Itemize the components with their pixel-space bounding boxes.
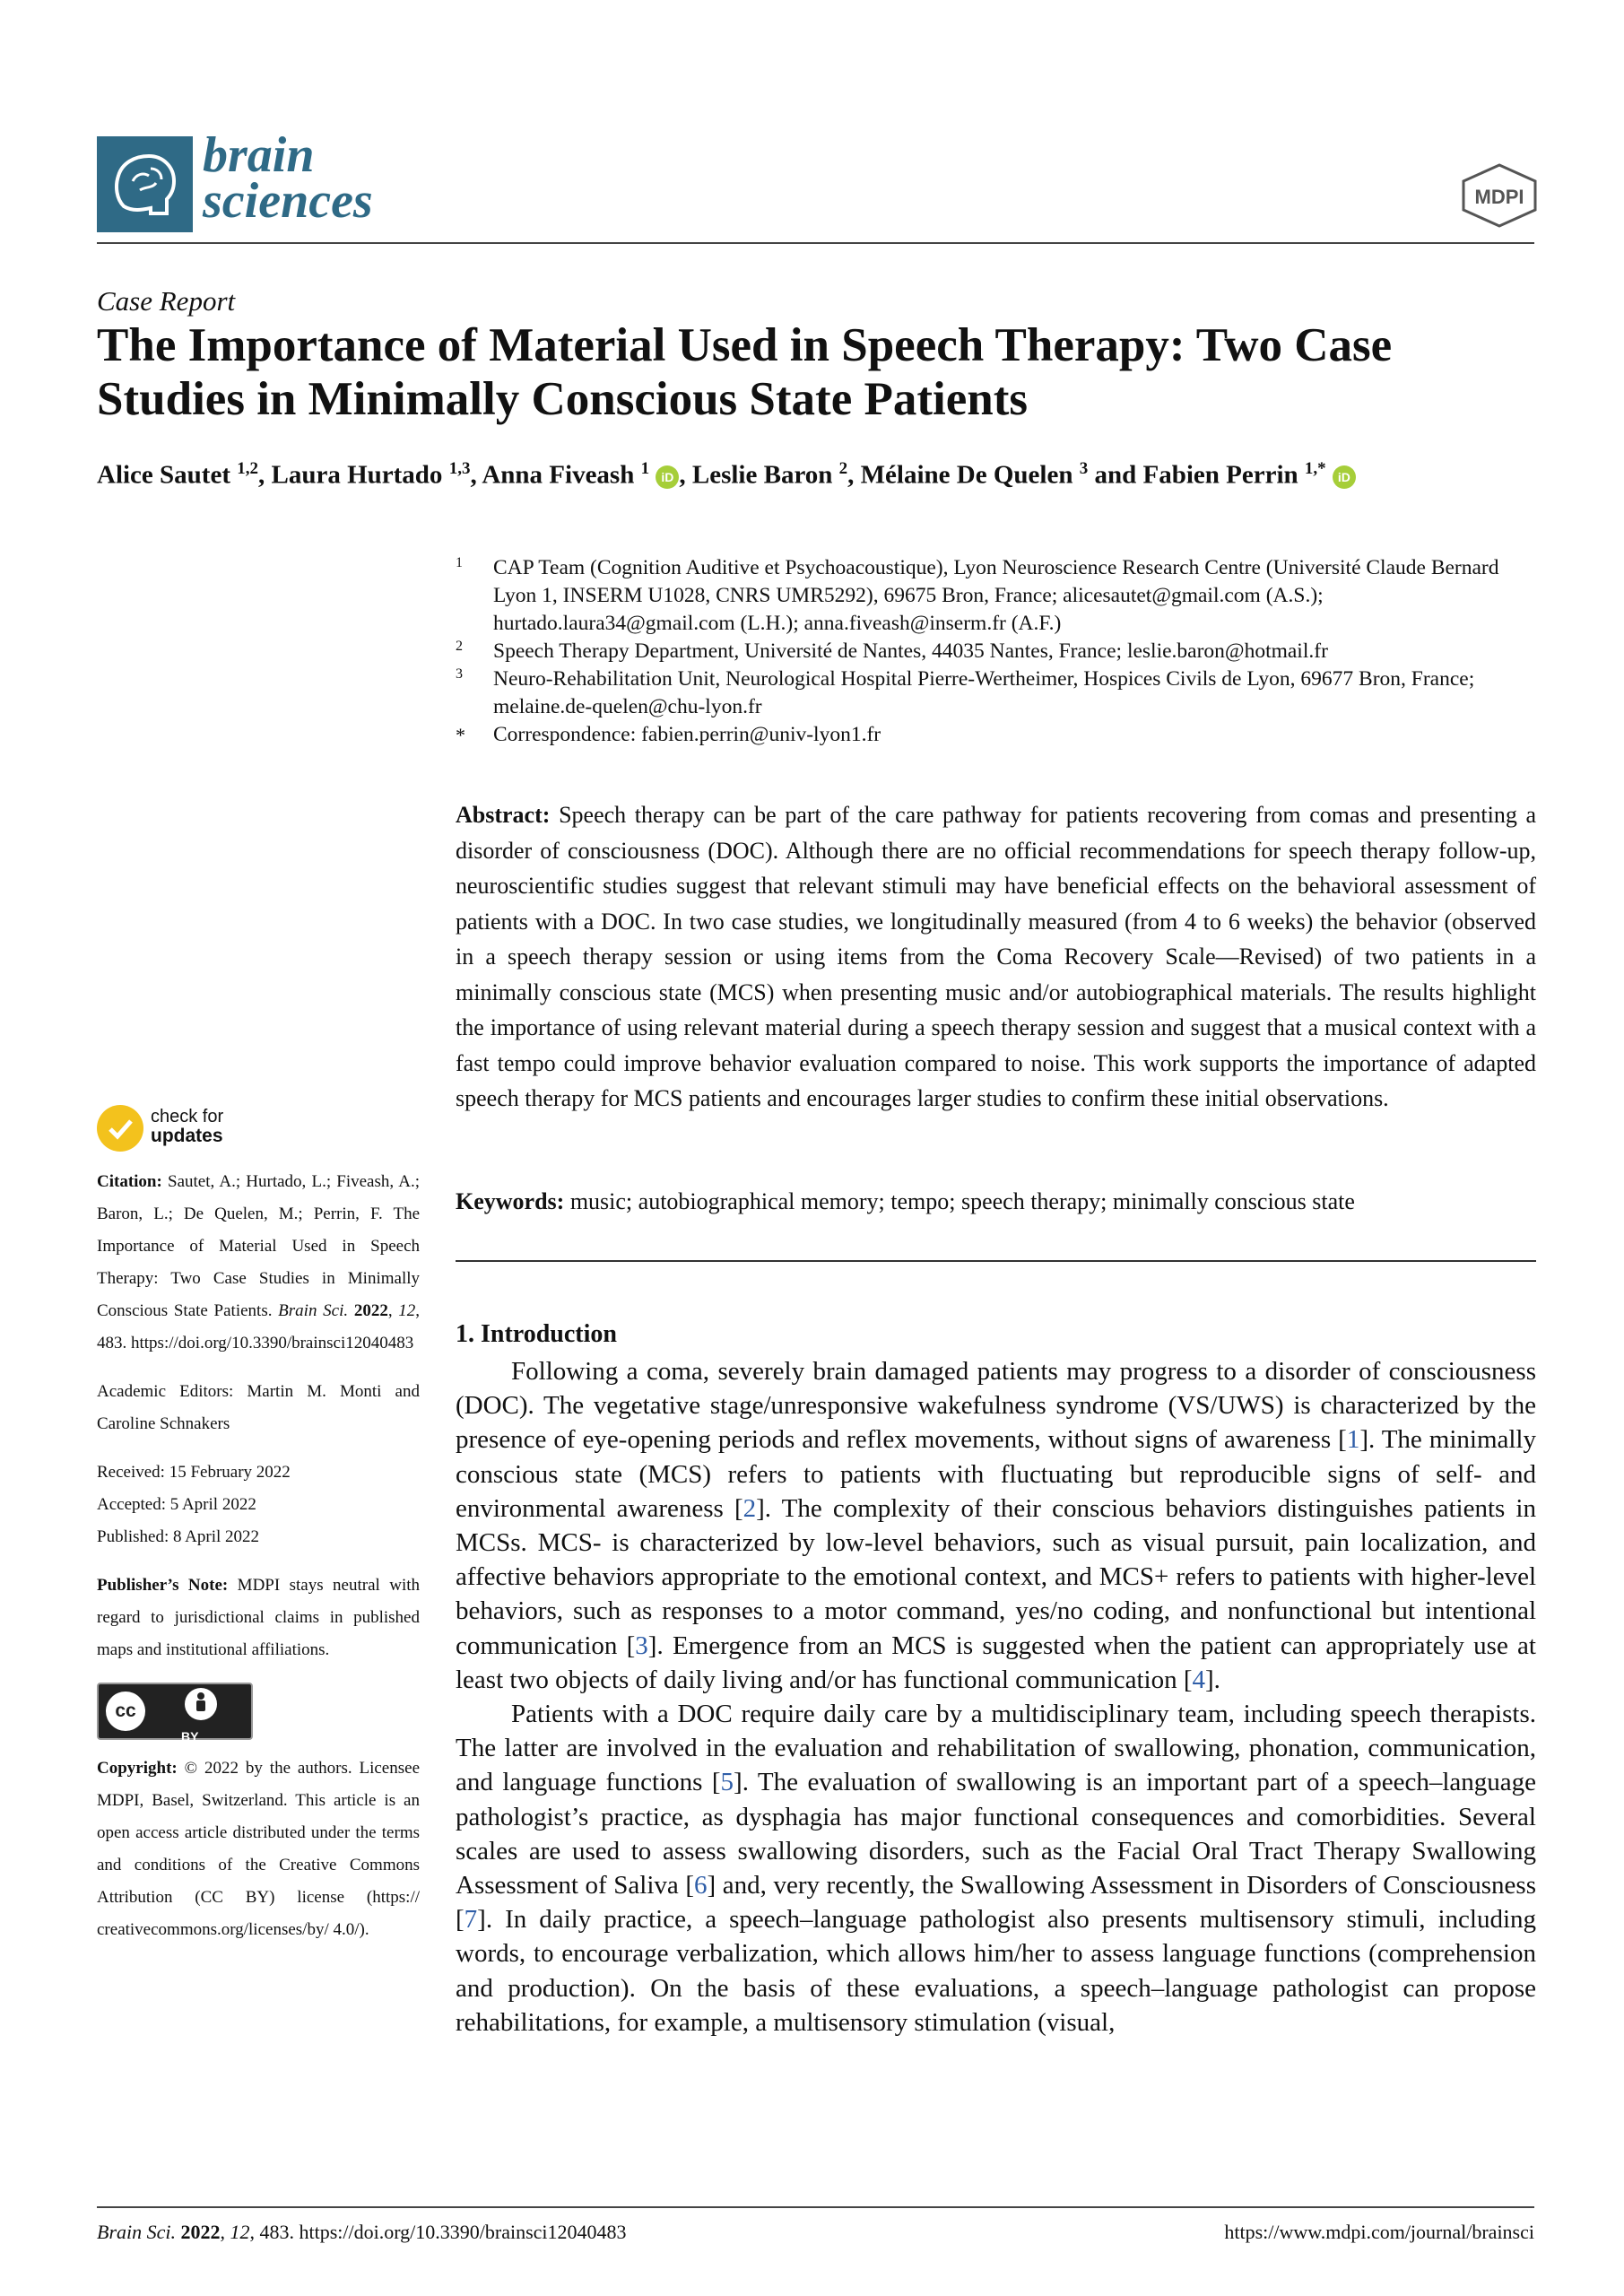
author-affiliation-mark: 2 [838, 459, 848, 478]
affiliations [456, 554, 1532, 749]
publisher-note [97, 1570, 420, 1666]
copyright-label: Copyright: [97, 1759, 178, 1778]
check-line2: updates [151, 1126, 223, 1146]
footer-citation: Brain Sci. 2022, 12, 483. https://doi.org/10.3390/brainsci12040483 [97, 2221, 627, 2243]
affiliation-number: 2 [456, 639, 463, 654]
citation-ref-link[interactable]: 1 [1346, 1425, 1360, 1455]
text-run: ]. The complexity of their conscious behaviors distinguishes patients in MCSs. MCS- is characterized by low-level behaviors, such as visual pursuit, pain localization, and affective behaviors appropriate to the emotional context, and MCS+ refers to patients with higher-level behaviors, such as responses to a motor command, yes/no coding, and nonfunctional but intentional communication [ [456, 1493, 1536, 1660]
mdpi-logo-icon [1460, 163, 1539, 228]
orcid-icon[interactable]: iD [1333, 465, 1356, 489]
affiliation-number: 1 [456, 555, 463, 570]
citation-ref-link[interactable]: 7 [464, 1905, 478, 1935]
author-affiliation-mark: 1,* [1304, 459, 1326, 478]
citation-year: 2022 [353, 1301, 388, 1320]
correspondence-text: Correspondence: fabien.perrin@univ-lyon1.fr [493, 723, 881, 746]
author-affiliation-mark: 1,3 [448, 459, 471, 478]
author-name: Leslie Baron [691, 460, 833, 490]
keywords [456, 1188, 1536, 1215]
check-for-updates-label [151, 1107, 223, 1146]
footer-doi-link[interactable]: , 483. https://doi.org/10.3390/brainsci12040483 [249, 2221, 627, 2243]
citation-volume: 12 [398, 1301, 416, 1320]
paragraph [456, 1354, 1536, 1697]
footer-volume: 12 [230, 2221, 250, 2243]
article-type: Case Report [97, 285, 236, 317]
footer-journal: Brain Sci. [97, 2221, 176, 2243]
author-name: Alice Sautet [97, 460, 230, 490]
author-affiliation-mark: 3 [1079, 459, 1089, 478]
journal-name-line2: sciences [203, 173, 373, 229]
mdpi-logo-text: MDPI [1474, 186, 1524, 208]
citation-ref-link[interactable]: 6 [694, 1871, 708, 1900]
affiliation-item [456, 554, 1532, 638]
text-run: ] and, very recently, the Swallowing Assessment in Disorders of Consciousness [ [456, 1871, 1536, 1935]
footer-year: 2022 [180, 2221, 221, 2243]
correspondence-mark: * [456, 724, 465, 746]
text-run: Patients with a DOC require daily care by a multidisciplinary team, including speech therapists. The latter are involved in the evaluation and rehabilitation of swallowing, phonation, communication, and language functions [ [456, 1700, 1536, 1797]
cc-by-license-icon[interactable] [97, 1683, 253, 1744]
author-name: Fabien Perrin [1142, 460, 1298, 490]
published-date: Published: 8 April 2022 [97, 1527, 260, 1546]
header-rule [97, 242, 1534, 244]
article-title: The Importance of Material Used in Speech Therapy: Two Case Studies in Minimally Conscious State Patients [97, 319, 1393, 425]
abstract [456, 797, 1536, 1117]
citation-text: Sautet, A.; Hurtado, L.; Fiveash, A.; Baron, L.; De Quelen, M.; Perrin, F. The Importance of Material Used in Speech Therapy: Two Case Studies in Minimally Conscious State Patients. [97, 1172, 420, 1320]
orcid-icon[interactable]: iD [656, 465, 679, 489]
abstract-divider [456, 1260, 1536, 1262]
paragraph [456, 1697, 1536, 2039]
copyright-text: © 2022 by the authors. Licensee MDPI, Basel, Switzerland. This article is an open access article distributed under the terms and conditions of the Creative Commons Attribution (CC BY) license (https:// creativecommons.org/licenses/by/ 4.0/). [97, 1759, 421, 1939]
keywords-text: music; autobiographical memory; tempo; speech therapy; minimally conscious state [569, 1188, 1355, 1214]
text-run: Following a coma, severely brain damaged patients may progress to a disorder of consciousness (DOC). The vegetative stage/unresponsive wakefulness syndrome (VS/UWS) is characterized by the presence of eye-opening periods and reflex movements, without signs of awareness [ [456, 1357, 1536, 1455]
affiliation-text: Neuro-Rehabilitation Unit, Neurological Hospital Pierre-Wertheimer, Hospices Civils de Lyon, 69677 Bron, France; melaine.de-quelen@chu-lyon.fr [493, 667, 1475, 718]
citation-ref-link[interactable]: 2 [743, 1493, 757, 1523]
citation-label: Citation: [97, 1172, 162, 1191]
footer-journal-url[interactable]: https://www.mdpi.com/journal/brainsci [1224, 2221, 1534, 2243]
correspondence-item [456, 721, 1532, 749]
check-for-updates-button[interactable] [97, 1105, 294, 1159]
check-line1: check for [151, 1107, 224, 1126]
affiliation-item [456, 638, 1532, 665]
journal-name-line1: brain [203, 127, 315, 183]
affiliation-text: CAP Team (Cognition Auditive et Psychoacoustique), Lyon Neuroscience Research Centre (Université Claude Bernard Lyon 1, INSERM U1028, CNRS UMR5292), 69675 Bron, France; alicesautet@gmail.com (A.S.); hurtado.laura34@gmail.com (L.H.); anna.fiveash@inserm.fr (A.F.) [493, 556, 1499, 635]
body-text [456, 1354, 1536, 2039]
abstract-label: Abstract: [456, 802, 551, 828]
journal-logo-icon [97, 136, 193, 232]
citation-doi-link[interactable]: , 483. https://doi.org/10.3390/brainsci12040483 [97, 1301, 421, 1352]
publisher-note-label: Publisher’s Note: [97, 1576, 229, 1595]
text-run: ]. Emergence from an MCS is suggested when the patient can appropriately use at least two objects of daily living and/or has functional communication [ [456, 1631, 1536, 1694]
affiliation-text: Speech Therapy Department, Université de Nantes, 44035 Nantes, France; leslie.baron@hotmail.fr [493, 639, 1328, 663]
academic-editors: Academic Editors: Martin M. Monti and Caroline Schnakers [97, 1382, 420, 1433]
text-run: ]. In daily practice, a speech–language pathologist also presents multisensory stimuli, including words, to encourage verbalization, which allows him/her to assess language functions (comprehension and production). On the basis of these evaluations, a speech–language pathologist can propose rehabilitations, for example, a multisensory stimulation (visual, [456, 1905, 1536, 2037]
citation-ref-link[interactable]: 4 [1192, 1665, 1205, 1694]
cc-by-label: BY [181, 1729, 199, 1744]
author-affiliation-mark: 1,2 [237, 459, 258, 478]
author-affiliation-mark: 1 [640, 459, 650, 478]
journal-name [203, 127, 373, 229]
citation-ref-link[interactable]: 5 [720, 1768, 734, 1797]
received-date: Received: 15 February 2022 [97, 1463, 291, 1482]
affiliation-number: 3 [456, 666, 463, 682]
publisher-note-text: MDPI stays neutral with regard to jurisdictional claims in published maps and institutional affiliations. [97, 1576, 421, 1659]
affiliation-item [456, 665, 1532, 721]
author-name: Laura Hurtado [271, 460, 443, 490]
sidebar [97, 1166, 420, 1962]
text-run: ]. [1204, 1665, 1220, 1694]
footer-rule [97, 2206, 1534, 2208]
text-run: ]. The minimally conscious state (MCS) refers to patients with fluctuating but reproducible signs of self- and environmental awareness [ [456, 1425, 1536, 1523]
copyright [97, 1752, 420, 1946]
author-name: Mélaine De Quelen [860, 460, 1073, 490]
abstract-text: Speech therapy can be part of the care pathway for patients recovering from comas and presenting a disorder of consciousness (DOC). Although there are no official recommendations for speech therapy follow-up, neuroscientific studies suggest that relevant stimuli may have beneficial effects on the behavioral assessment of patients with a DOC. In two case studies, we longitudinally measured (from 4 to 6 weeks) the behavior (observed in a speech therapy session or using items from the Coma Recovery Scale—Revised) of two patients in a minimally conscious state (MCS) when presenting music and/or autobiographical materials. The results highlight the importance of using relevant material during a speech therapy session and suggest that a musical context with a fast tempo could improve behavior evaluation compared to noise. This work supports the importance of adapted speech therapy for MCS patients and encourages larger studies to confirm these initial observations. [456, 802, 1537, 1111]
accepted-date: Accepted: 5 April 2022 [97, 1495, 256, 1514]
text-run: ]. The evaluation of swallowing is an important part of a speech–language pathologist’s practice, as dysphagia has major functional consequences and comorbidities. Several scales are used to assess swallowing disorders, such as the Facial Oral Tract Therapy Swallowing Assessment of Saliva [ [456, 1768, 1536, 1900]
author-name: Anna Fiveash [482, 460, 635, 490]
cc-icon: cc [106, 1692, 145, 1731]
keywords-label: Keywords: [456, 1188, 565, 1214]
attribution-person-icon [185, 1688, 217, 1720]
citation: Citation: Sautet, A.; Hurtado, L.; Fiveash, A.; Baron, L.; De Quelen, M.; Perrin, F. The Importance of Material Used in Speech Therapy: Two Case Studies in Minimally Conscious State Patients. Brain Sci. 2022, 12, 483. https://doi.org/10.3390/brainsci12040483 [97, 1172, 421, 1352]
citation-journal: Brain Sci. [278, 1301, 349, 1320]
citation-ref-link[interactable]: 3 [635, 1631, 648, 1660]
checkmark-icon [97, 1105, 143, 1152]
section-heading: 1. Introduction [456, 1320, 617, 1348]
author-connector: and [1094, 460, 1137, 490]
author-list: Alice Sautet $^{1,2}$, Laura Hurtado $^{1,3}$, Anna Fiveash $^1$ iD , Leslie Baron $^2$, Mélaine De Quelen $^3$ and Fabien Perrin $^{1,*}$ iD [97, 459, 1550, 491]
